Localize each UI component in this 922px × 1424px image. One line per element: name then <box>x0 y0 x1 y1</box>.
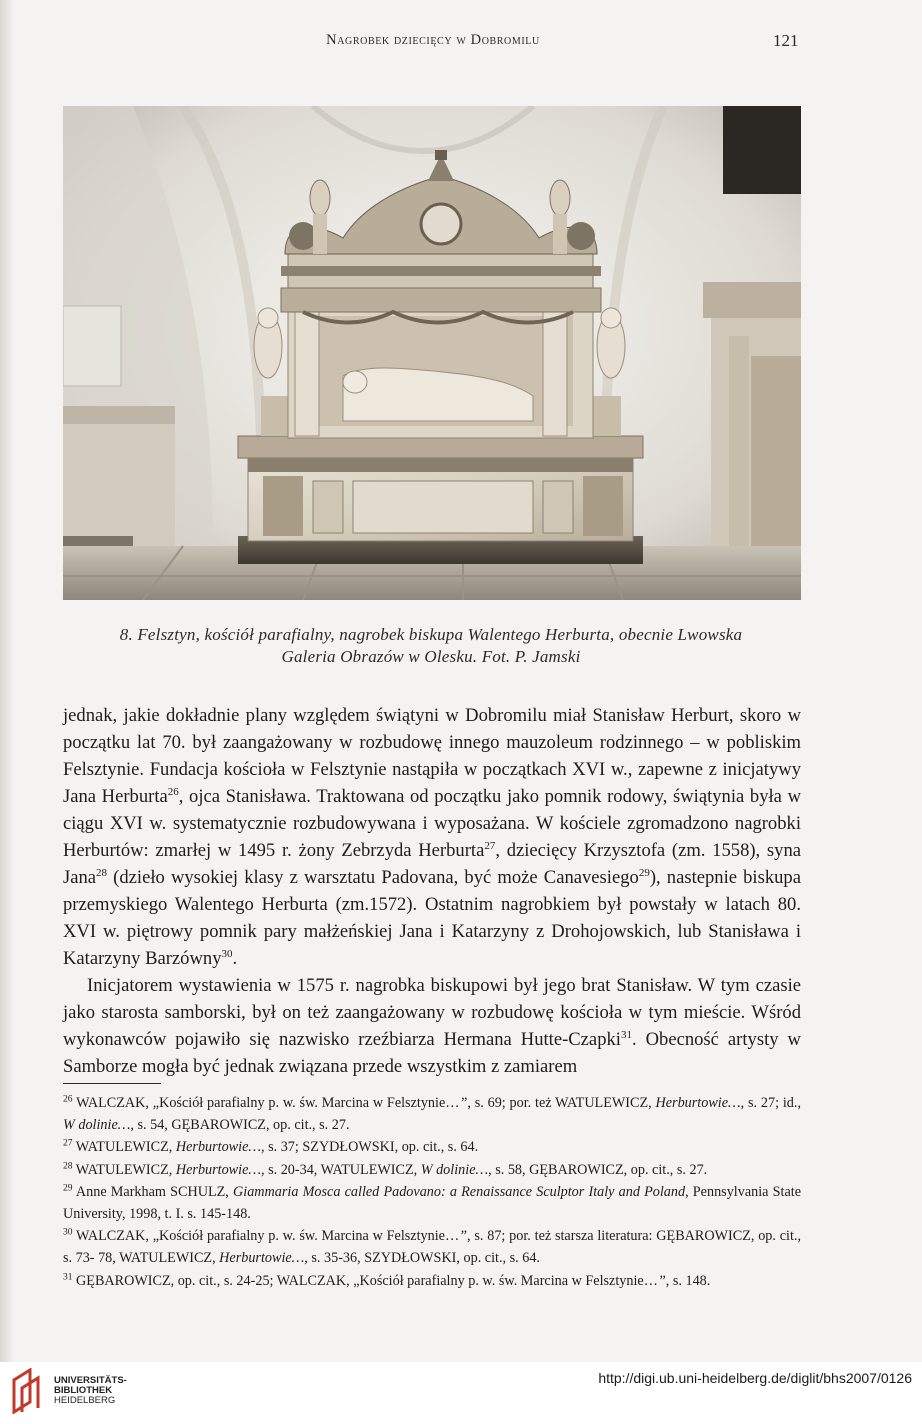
fn-title: W dolinie… <box>420 1161 489 1178</box>
fn-text: , s. 54, GĘBAROWICZ, op. cit., s. 27. <box>130 1117 350 1134</box>
footnote-number: 28 <box>63 1160 73 1171</box>
footnote-30 <box>63 1225 801 1269</box>
fn-text: WATULEWICZ, <box>72 1139 176 1156</box>
fn-title: Herburtowie… <box>175 1139 261 1156</box>
footnote-rule <box>63 1083 161 1084</box>
text-run: . Obecność artysty w Samborze mogła być jednak związana przede wszystkim z zamiarem <box>63 1029 801 1077</box>
fn-text: WALCZAK, „Kościół parafialny p. w. św. Marcina w Felsztynie… <box>72 1095 460 1111</box>
footnote-ref-26[interactable]: 26 <box>167 785 179 798</box>
page-number: 121 <box>773 31 799 50</box>
text-run: , ojca Stanisława. Traktowana od początku jako pomnik rodowy, świątynia była w ciągu XVI w. systematycznie rozbudowywana i wyposażana. W kościele zgromadzono nagrobki Herburtów: zmarłej w 1495 r. żony Zebrzyda Herburta <box>63 786 801 861</box>
footnote-28 <box>63 1159 801 1181</box>
fn-text: , s. 35-36, SZYDŁOWSKI, op. cit., s. 64. <box>304 1250 540 1267</box>
tomb-photo-illustration <box>63 106 801 600</box>
fn-text: , s. 37; SZYDŁOWSKI, op. cit., s. 64. <box>261 1139 479 1156</box>
library-name-line-3: HEIDELBERG <box>54 1395 116 1406</box>
fn-text: ” <box>459 1095 468 1111</box>
text-run: ), nastepnie biskupa przemyskiego Walentego Herburta (zm.1572). Ostatnim nagrobkiem był powstały w latach 80. XVI w. piętrowy pomnik pary małżeńskiej Jana i Katarzyny z Drohojowskich, lub Stanisława i Katarzyny Barzówny <box>63 867 801 969</box>
caption-line-2: Galeria Obrazów w Olesku. Fot. P. Jamski <box>281 647 581 666</box>
permalink-url[interactable]: http://digi.ub.uni-heidelberg.de/diglit/bhs2007/0126 <box>598 1370 912 1386</box>
text-run: (dzieło wysokiej klasy z warsztatu Padovana, być może Canavesiego <box>107 867 639 888</box>
running-title: Nagrobek dziecięcy w Dobromilu <box>326 32 540 48</box>
footnote-31 <box>63 1270 801 1292</box>
footnote-number: 26 <box>63 1094 73 1105</box>
fn-title: Giammaria Mosca called Padovano: a Renaissance Sculptor Italy and Poland <box>233 1183 686 1200</box>
footnote-number: 30 <box>63 1227 73 1238</box>
figure-caption <box>75 624 787 668</box>
footnote-ref-29[interactable]: 29 <box>638 866 650 879</box>
figure-photo <box>63 106 801 600</box>
footnote-27 <box>63 1136 801 1158</box>
fn-text: , s. 20-34, WATULEWICZ, <box>261 1161 421 1178</box>
university-library-logo-icon <box>10 1368 44 1414</box>
fn-title: W dolinie… <box>63 1117 131 1134</box>
fn-text: Anne Markham SCHULZ, <box>72 1183 234 1200</box>
fn-text: , s. 58, GĘBAROWICZ, op. cit., s. 27. <box>488 1161 708 1178</box>
footnote-29 <box>63 1181 801 1225</box>
page-edge-shadow <box>0 0 14 1424</box>
fn-text: WALCZAK, „Kościół parafialny p. w. św. Marcina w Felsztynie… <box>72 1228 460 1245</box>
body-text <box>63 702 801 1080</box>
fn-text: , Pennsylvania State University, 1998, t. I. s. 145-148. <box>63 1183 801 1223</box>
fn-text: , s. 148. <box>665 1272 711 1289</box>
footnote-ref-31[interactable]: 31 <box>620 1028 632 1041</box>
fn-text: , s. 27; id., <box>740 1095 801 1111</box>
footnotes <box>63 1092 801 1292</box>
footnote-number: 31 <box>63 1271 73 1282</box>
footnote-ref-27[interactable]: 27 <box>484 839 496 852</box>
paragraph-2 <box>63 972 801 1080</box>
library-name-line-1: UNIVERSITÄTS- <box>54 1375 127 1386</box>
text-run: , dziecięcy Krzysztofa (zm. 1558), syna Jana <box>63 840 802 888</box>
fn-text: GĘBAROWICZ, op. cit., s. 24-25; WALCZAK, „Kościół parafialny p. w. św. Marcina w Felsztynie… <box>72 1272 658 1289</box>
footnote-ref-28[interactable]: 28 <box>96 866 108 879</box>
fn-title: Herburtowie… <box>219 1250 305 1267</box>
fn-text: ” <box>657 1272 666 1289</box>
text-run: Inicjatorem wystawienia w 1575 r. nagrobka biskupowi był jego brat Stanisław. W tym czasie jako starosta samborski, był on też zaangażowany w rozbudowę kościoła w tym mieście. Wśród wykonawców pojawiło się nazwisko rzeźbiarza Hermana Hutte-Czapki <box>63 975 801 1050</box>
fn-text: WATULEWICZ, <box>72 1161 176 1178</box>
fn-title: Herburtowie… <box>655 1095 741 1111</box>
footnote-ref-30[interactable]: 30 <box>221 947 233 960</box>
footnote-26 <box>63 1092 801 1136</box>
fn-text: ” <box>459 1228 468 1245</box>
fn-title: Herburtowie… <box>175 1161 261 1178</box>
fn-text: , s. 87; por. też starsza literatura: GĘBAROWICZ, op. cit., s. 73- 78, WATULEWICZ, <box>63 1228 801 1267</box>
library-name-line-2: BIBLIOTHEK <box>54 1385 113 1396</box>
footnote-number: 27 <box>63 1138 73 1149</box>
footnote-number: 29 <box>63 1183 73 1194</box>
text-run: jednak, jakie dokładnie plany względem świątyni w Dobromilu miał Stanisław Herburt, skoro w początku lat 70. był zaangażowany w rozbudowę innego mauzoleum rodzinnego – w pobliskim Felsztynie. Fundacja kościoła w Felsztynie nastąpiła w początkach XVI w., zapewne z inicjatywy Jana Herburta <box>63 705 801 807</box>
caption-line-1: 8. Felsztyn, kościół parafialny, nagrobek biskupa Walentego Herburta, obecnie Lwowska <box>119 625 743 644</box>
fn-text: , s. 69; por. też WATULEWICZ, <box>467 1095 656 1111</box>
library-name <box>54 1376 127 1406</box>
text-run: . <box>232 948 238 969</box>
paragraph-1 <box>63 702 801 972</box>
footer-bar <box>0 1362 922 1424</box>
